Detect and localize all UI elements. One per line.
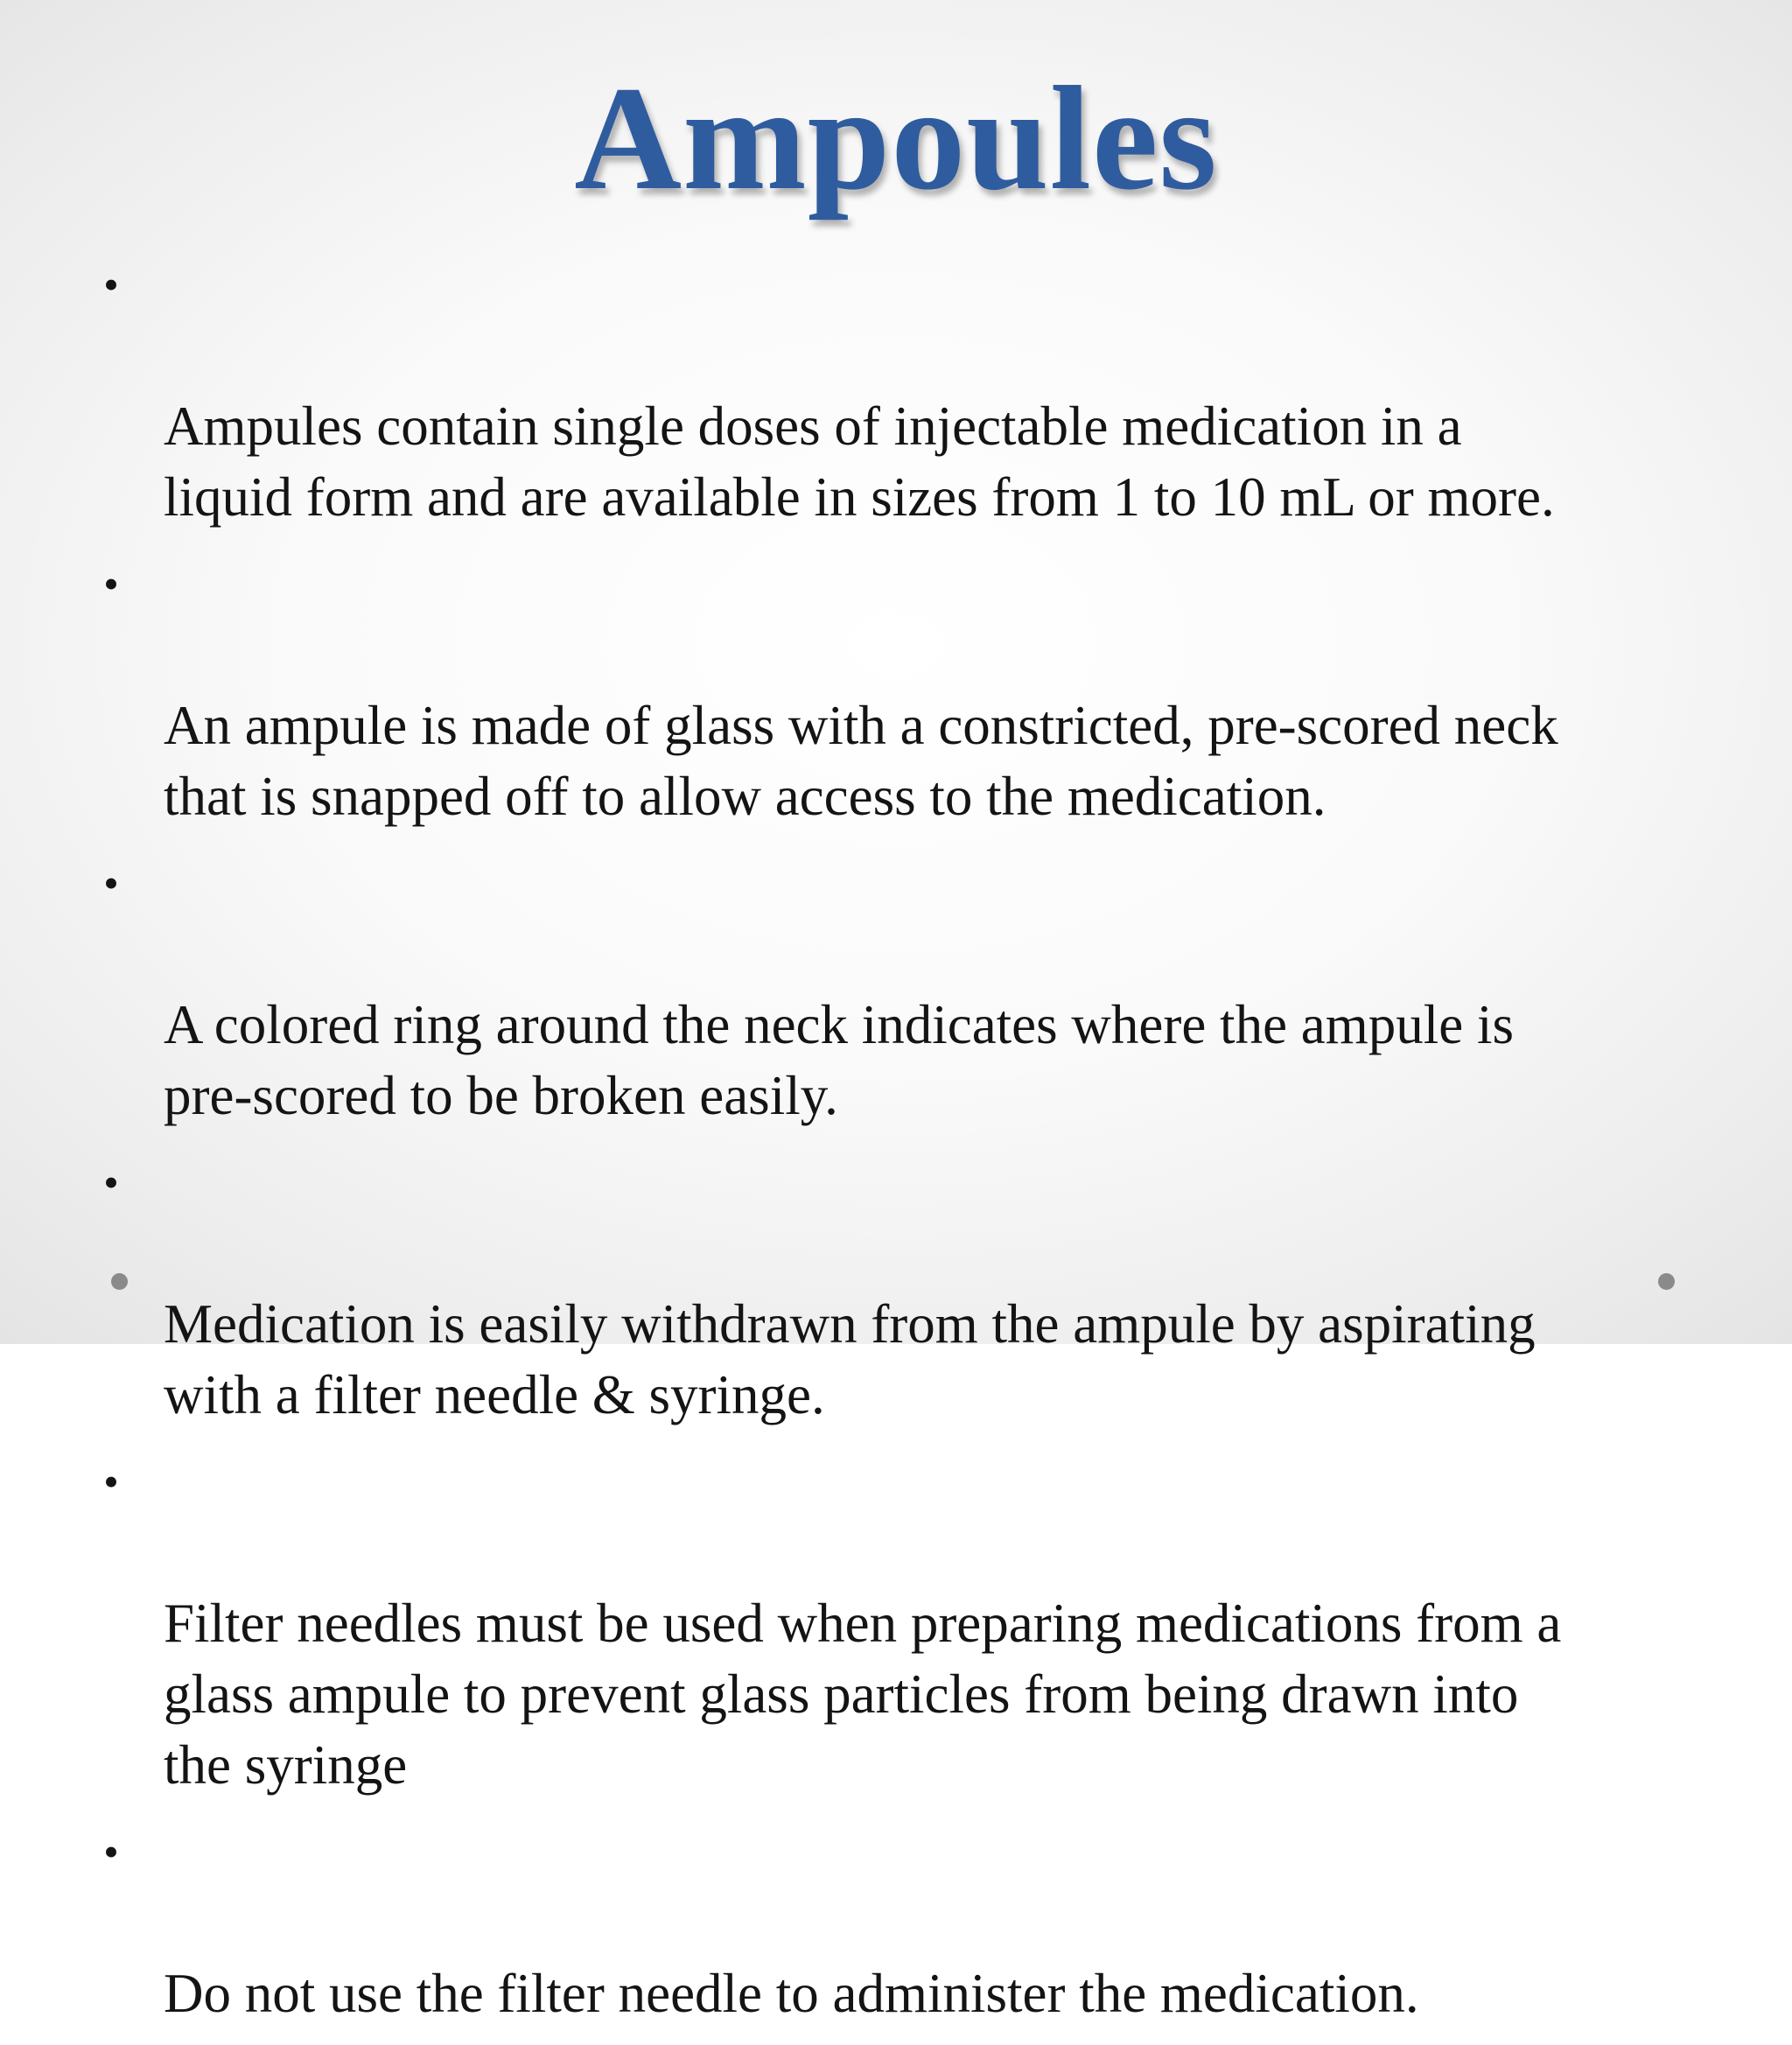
bullet-text: An ampule is made of glass with a constricted, pre-scored neck that is snapped off to allow access to the medication. (164, 695, 1558, 827)
bullet-dot-icon: • (103, 1457, 119, 1506)
bullet-item (0, 1446, 1704, 1801)
bullet-text: Filter needles must be used when preparing medications from a glass ampule to prevent glass particles from being drawn into the syringe (164, 1593, 1562, 1796)
bullet-item (0, 249, 1704, 533)
corner-dot-left-icon (111, 1273, 128, 1290)
bullet-item (0, 549, 1704, 832)
bullet-text: Do not use the filter needle to administer the medication. (164, 1963, 1419, 2024)
bullet-text: Ampules contain single doses of injectable medication in a liquid form and are available in sizes from 1 to 10 mL or more. (164, 396, 1555, 528)
corner-dot-right-icon (1658, 1273, 1675, 1290)
bullet-dot-icon: • (103, 260, 119, 309)
bullet-text: A colored ring around the neck indicates where the ampule is pre-scored to be broken easily. (164, 994, 1514, 1126)
bullet-list (0, 249, 1792, 2045)
bullet-item (0, 848, 1704, 1131)
slide-title: Ampoules (574, 56, 1218, 221)
bullet-dot-icon: • (103, 858, 119, 907)
bullet-dot-icon: • (103, 1158, 119, 1207)
bullet-text: Medication is easily withdrawn from the ampule by aspirating with a filter needle & syringe. (164, 1293, 1536, 1425)
bullet-item (0, 1147, 1704, 1431)
bullet-item (0, 1817, 1704, 2029)
bullet-dot-icon: • (103, 559, 119, 608)
bullet-dot-icon: • (103, 1827, 119, 1876)
